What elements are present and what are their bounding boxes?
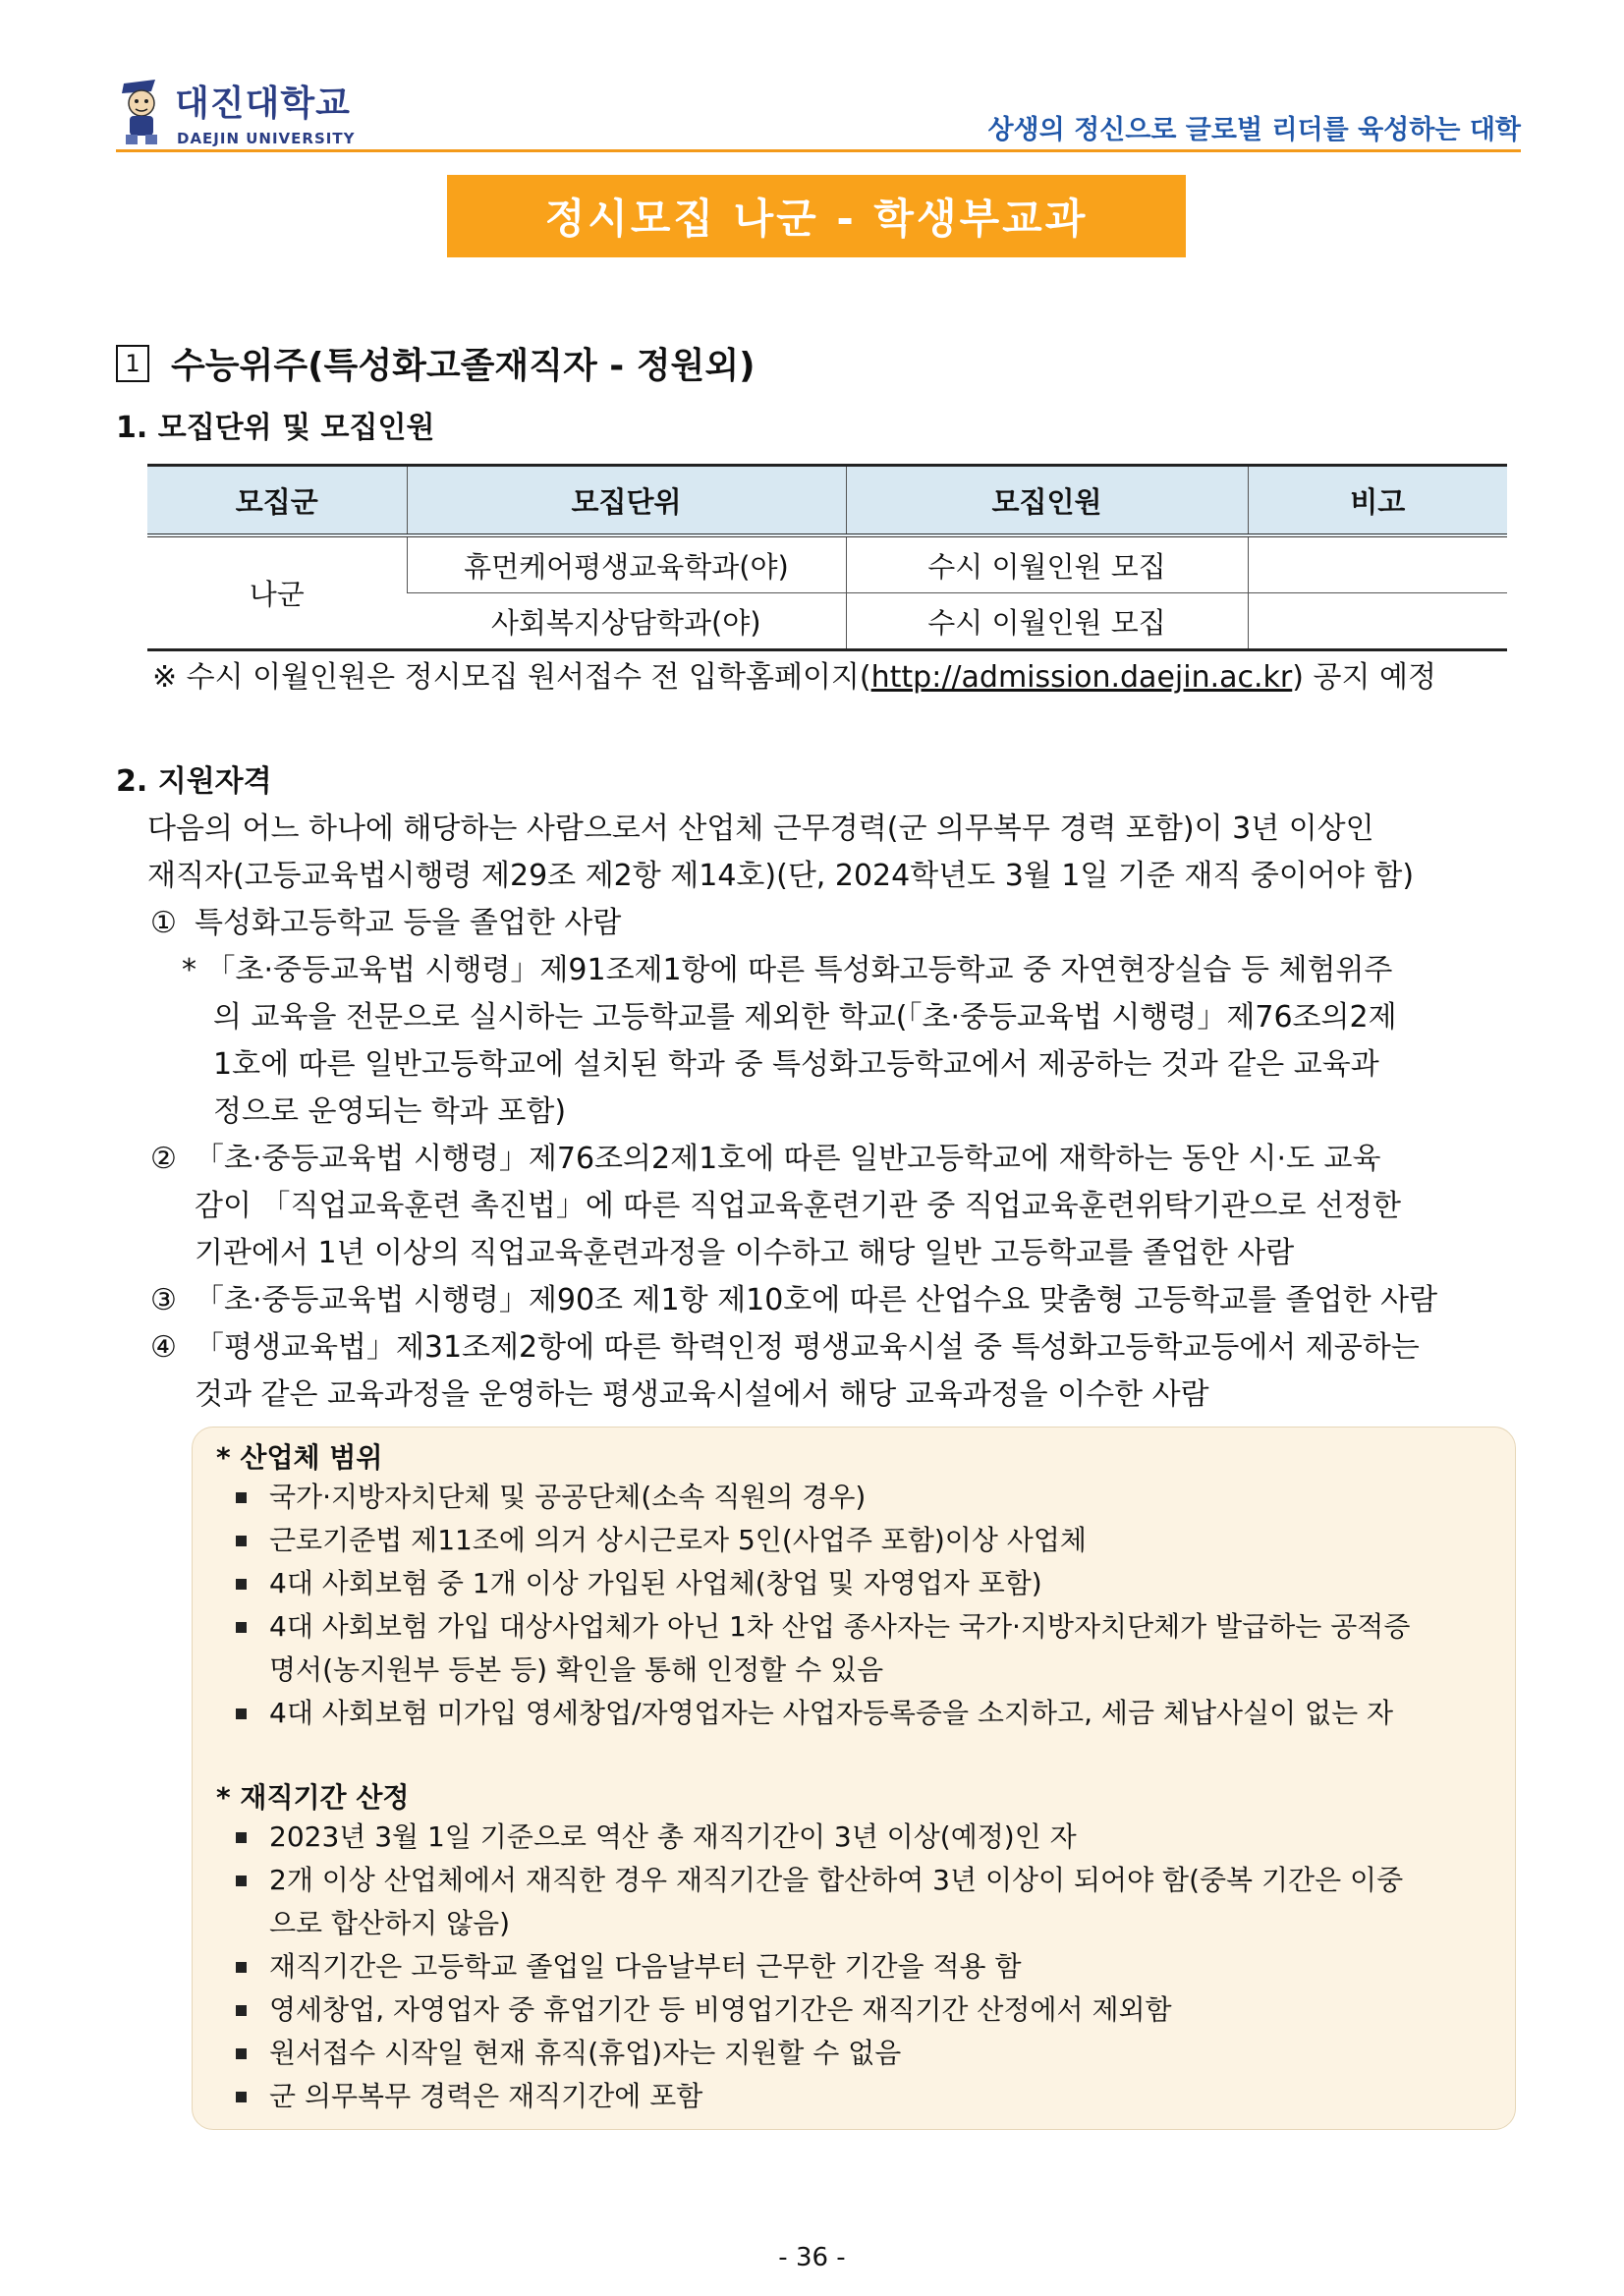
bullet-icon — [236, 1832, 247, 1843]
list-item — [236, 2075, 702, 2118]
list-item-text: 원서접수 시작일 현재 휴직(휴업)자는 지원할 수 없음 — [269, 2037, 902, 2069]
footnote-line: 정으로 운영되는 학과 포함) — [213, 1094, 567, 1129]
bullet-icon — [236, 1492, 247, 1503]
employment-period-title: * 재직기간 산정 — [216, 1781, 410, 1814]
list-item-text: 군 의무복무 경력은 재직기간에 포함 — [269, 2080, 703, 2112]
list-item-text: 으로 합산하지 않음) — [269, 1907, 511, 1939]
table-header-cell: 비고 — [1248, 466, 1507, 536]
subsection-title-recruit: 1. 모집단위 및 모집인원 — [116, 411, 435, 445]
bullet-icon — [236, 2005, 247, 2016]
list-item-text: 국가·지방자치단체 및 공공단체(소속 직원의 경우) — [269, 1481, 867, 1513]
section-heading — [116, 338, 756, 388]
header-divider — [116, 149, 1521, 152]
item-text: 감이 「직업교육훈련 촉진법」에 따른 직업교육훈련기관 중 직업교육훈련위탁기관으로 선정한 — [195, 1189, 1401, 1223]
list-item — [236, 1988, 1172, 2032]
page-title: 정시모집 나군 - 학생부교과 — [447, 175, 1186, 257]
logo-korean-text: 대진대학교 — [175, 84, 351, 124]
subsection-title-eligibility: 2. 지원자격 — [116, 764, 272, 799]
note-prefix: ※ 수시 이월인원은 정시모집 원서접수 전 입학홈페이지( — [152, 660, 871, 695]
list-item — [236, 1692, 1393, 1735]
mascot-icon — [116, 78, 171, 148]
list-item — [236, 1519, 1087, 1562]
item-text: 「평생교육법」제31조제2항에 따른 학력인정 평생교육시설 중 특성화고등학교등에서 제공하는 — [195, 1330, 1420, 1365]
list-item — [236, 1605, 1410, 1692]
bullet-icon — [236, 1708, 247, 1719]
footnote-line: 의 교육을 전문으로 실시하는 고등학교를 제외한 학교(「초·중등교육법 시행령」제76조의2제 — [213, 1000, 1397, 1035]
count-cell: 수시 이월인원 모집 — [846, 593, 1248, 650]
table-header-cell: 모집단위 — [407, 466, 846, 536]
table-row — [147, 535, 1507, 593]
section-title: 수능위주(특성화고졸재직자 - 정원외) — [171, 346, 756, 386]
university-logo — [116, 74, 411, 152]
list-item — [236, 1476, 866, 1519]
list-item-text: 2023년 3월 1일 기준으로 역산 총 재직기간이 3년 이상(예정)인 자 — [269, 1820, 1077, 1853]
list-item-text: 4대 사회보험 가입 대상사업체가 아닌 1차 산업 종사자는 국가·지방자치단체가 발급하는 공적증 — [269, 1610, 1411, 1643]
item-marker: ② — [150, 1142, 177, 1176]
group-cell: 나군 — [147, 535, 407, 650]
carryover-note — [152, 652, 1436, 696]
bullet-icon — [236, 1579, 247, 1590]
note-cell — [1248, 535, 1507, 593]
logo-english-text: DAEJIN UNIVERSITY — [177, 130, 356, 147]
bullet-icon — [236, 2048, 247, 2059]
bullet-icon — [236, 1962, 247, 1973]
item-text: 특성화고등학교 등을 졸업한 사람 — [195, 906, 622, 940]
list-item — [236, 2032, 901, 2075]
admission-link[interactable]: http://admission.daejin.ac.kr — [870, 660, 1293, 695]
count-cell: 수시 이월인원 모집 — [846, 535, 1248, 593]
list-item-text: 재직기간은 고등학교 졸업일 다음날부터 근무한 기간을 적용 함 — [269, 1950, 1022, 1983]
item-text: 「초·중등교육법 시행령」제76조의2제1호에 따른 일반고등학교에 재학하는 동안 시·도 교육 — [195, 1142, 1381, 1176]
item-marker: ③ — [150, 1283, 177, 1317]
unit-cell: 휴먼케어평생교육학과(야) — [407, 535, 846, 593]
recruit-table — [147, 464, 1507, 651]
eligibility-intro-line: 재직자(고등교육법시행령 제29조 제2항 제14호)(단, 2024학년도 3월 1일 기준 재직 중이어야 함) — [147, 859, 1415, 893]
footnote-line: 1호에 따른 일반고등학교에 설치된 학과 중 특성화고등학교에서 제공하는 것과 같은 교육과 — [213, 1047, 1379, 1082]
item-text: 기관에서 1년 이상의 직업교육훈련과정을 이수하고 해당 일반 고등학교를 졸업한 사람 — [195, 1236, 1295, 1270]
list-item — [236, 1562, 1042, 1605]
list-item-text: 영세창업, 자영업자 중 휴업기간 등 비영업기간은 재직기간 산정에서 제외함 — [269, 1993, 1172, 2026]
bullet-icon — [236, 2092, 247, 2102]
list-item — [236, 1816, 1077, 1859]
footnote-line: * 「초·중등교육법 시행령」제91조제1항에 따른 특성화고등학교 중 자연현장실습 등 체험위주 — [182, 953, 1393, 987]
unit-cell: 사회복지상담학과(야) — [407, 593, 846, 650]
eligibility-intro-line: 다음의 어느 하나에 해당하는 사람으로서 산업체 근무경력(군 의무복무 경력 포함)이 3년 이상인 — [147, 812, 1374, 846]
industry-scope-title: * 산업체 범위 — [216, 1441, 383, 1474]
bullet-icon — [236, 1536, 247, 1546]
list-item-text: 4대 사회보험 미가입 영세창업/자영업자는 사업자등록증을 소지하고, 세금 체납사실이 없는 자 — [269, 1697, 1394, 1729]
item-text: 「초·중등교육법 시행령」제90조 제1항 제10호에 따른 산업수요 맞춤형 고등학교를 졸업한 사람 — [195, 1283, 1438, 1317]
slogan: 상생의 정신으로 글로벌 리더를 육성하는 대학 — [987, 115, 1521, 145]
note-cell — [1248, 593, 1507, 650]
list-item — [236, 1859, 1403, 1945]
list-item — [236, 1945, 1022, 1988]
table-header-cell: 모집군 — [147, 466, 407, 536]
list-item-text: 근로기준법 제11조에 의거 상시근로자 5인(사업주 포함)이상 사업체 — [269, 1524, 1087, 1556]
list-item-text: 4대 사회보험 중 1개 이상 가입된 사업체(창업 및 자영업자 포함) — [269, 1567, 1042, 1599]
item-text: 것과 같은 교육과정을 운영하는 평생교육시설에서 해당 교육과정을 이수한 사람 — [195, 1377, 1209, 1412]
page-number: - 36 - — [778, 2243, 846, 2272]
note-suffix: ) 공지 예정 — [1292, 660, 1436, 695]
bullet-icon — [236, 1622, 247, 1633]
section-number: 1 — [116, 345, 149, 382]
page-header — [116, 74, 1521, 152]
table-header-cell: 모집인원 — [846, 466, 1248, 536]
bullet-icon — [236, 1876, 247, 1886]
list-item-text: 2개 이상 산업체에서 재직한 경우 재직기간을 합산하여 3년 이상이 되어야 함(중복 기간은 이중 — [269, 1864, 1404, 1896]
table-header-row — [147, 466, 1507, 536]
item-marker: ④ — [150, 1330, 177, 1365]
list-item-text: 명서(농지원부 등본 등) 확인을 통해 인정할 수 있음 — [269, 1653, 884, 1686]
item-marker: ① — [150, 906, 177, 940]
